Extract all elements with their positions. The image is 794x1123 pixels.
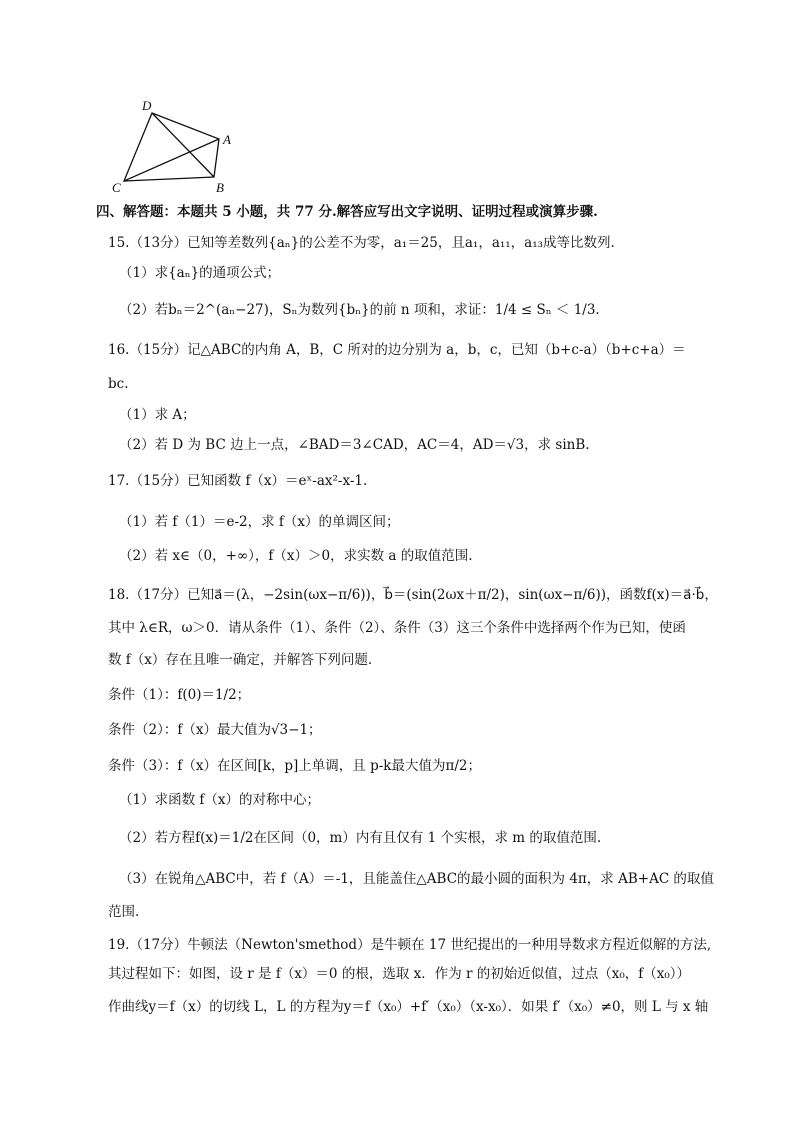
q15-stem: 15.（13分）已知等差数列{aₙ}的公差不为零，a₁＝25，且a₁，a₁₁，a₁₃成等比数列.: [108, 235, 615, 251]
quadrilateral-diagram: [108, 96, 248, 196]
q18-condition2: 条件（2）：f（x）最大值为√3−1；: [108, 722, 322, 738]
q15-part2: （2）若bₙ＝2^(aₙ−27)，Sₙ为数列{bₙ}的前 n 项和，求证：1/4 ≤ Sₙ ＜ 1/3.: [119, 302, 600, 318]
q18-condition3: 条件（3）：f（x）在区间[k，p]上单调，且 p-k最大值为π/2；: [108, 758, 481, 774]
q17-stem: 17.（15分）已知函数 f（x）＝eˣ-ax²-x-1.: [108, 473, 368, 489]
vertex-label-c: C: [112, 180, 121, 195]
vertex-label-a: A: [223, 132, 231, 147]
q18-part1: （1）求函数 f（x）的对称中心；: [119, 792, 320, 808]
q15-part1: （1）求{aₙ}的通项公式；: [119, 265, 281, 281]
q17-part2: （2）若 x∈（0，+∞），f（x）＞0，求实数 a 的取值范围.: [119, 548, 473, 564]
q19-stem-line3: 作曲线y＝f（x）的切线 L，L 的方程为y＝f（x₀）+f′（x₀）（x-x₀）．如果 f′（x₀）≠0，则 L 与 x 轴: [108, 999, 709, 1015]
vertex-label-b: B: [216, 180, 224, 195]
section-heading: 四、解答题：本题共 5 小题，共 77 分.解答应写出文字说明、证明过程或演算步骤.: [96, 204, 598, 220]
q17-part1: （1）若 f（1）＝e-2，求 f（x）的单调区间；: [119, 514, 400, 530]
q18-stem-line1: 18.（17分）已知a⃗＝(λ，−2sin(ωx−π/6))，b⃗＝(sin(2ωx＋π/2)，sin(ωx−π/6))，函数f(x)＝a⃗·b⃗，: [108, 587, 718, 603]
q18-stem-line3: 数 f（x）存在且唯一确定，并解答下列问题.: [108, 652, 373, 668]
q16-stem-line1: 16.（15分）记△ABC的内角 A，B，C 所对的边分别为 a，b，c，已知（b+c-a）（b+c+a）＝: [108, 342, 686, 358]
vertex-label-d: D: [142, 98, 152, 113]
quadrilateral-figure: [108, 96, 248, 196]
q19-stem-line2: 其过程如下：如图，设 r 是 f（x）＝0 的根，选取 x．作为 r 的初始近似值，过点（x₀，f（x₀））: [108, 966, 691, 982]
q16-part1: （1）求 A；: [119, 407, 196, 423]
q18-condition1: 条件（1）：f(0)＝1/2；: [108, 687, 251, 703]
q18-part3-line1: （3）在锐角△ABC中，若 f（A）＝-1，且能盖住△ABC的最小圆的面积为 4π，求 AB+AC 的取值: [119, 871, 714, 887]
quadrilateral-outline: [124, 113, 219, 181]
q16-stem-line2: bc.: [108, 376, 129, 392]
q16-part2: （2）若 D 为 BC 边上一点，∠BAD＝3∠CAD，AC＝4，AD＝√3，求 sinB.: [119, 437, 590, 453]
q19-stem-line1: 19.（17分）牛顿法（Newton'smethod）是牛顿在 17 世纪提出的一种用导数求方程近似解的方法,: [108, 937, 712, 953]
q18-stem-line2: 其中 λ∈R，ω＞0．请从条件（1）、条件（2）、条件（3）这三个条件中选择两个作为已知，使函: [108, 620, 686, 636]
q18-part3-line2: 范围.: [108, 904, 140, 920]
q18-part2: （2）若方程f(x)＝1/2在区间（0，m）内有且仅有 1 个实根，求 m 的取值范围.: [119, 830, 602, 846]
